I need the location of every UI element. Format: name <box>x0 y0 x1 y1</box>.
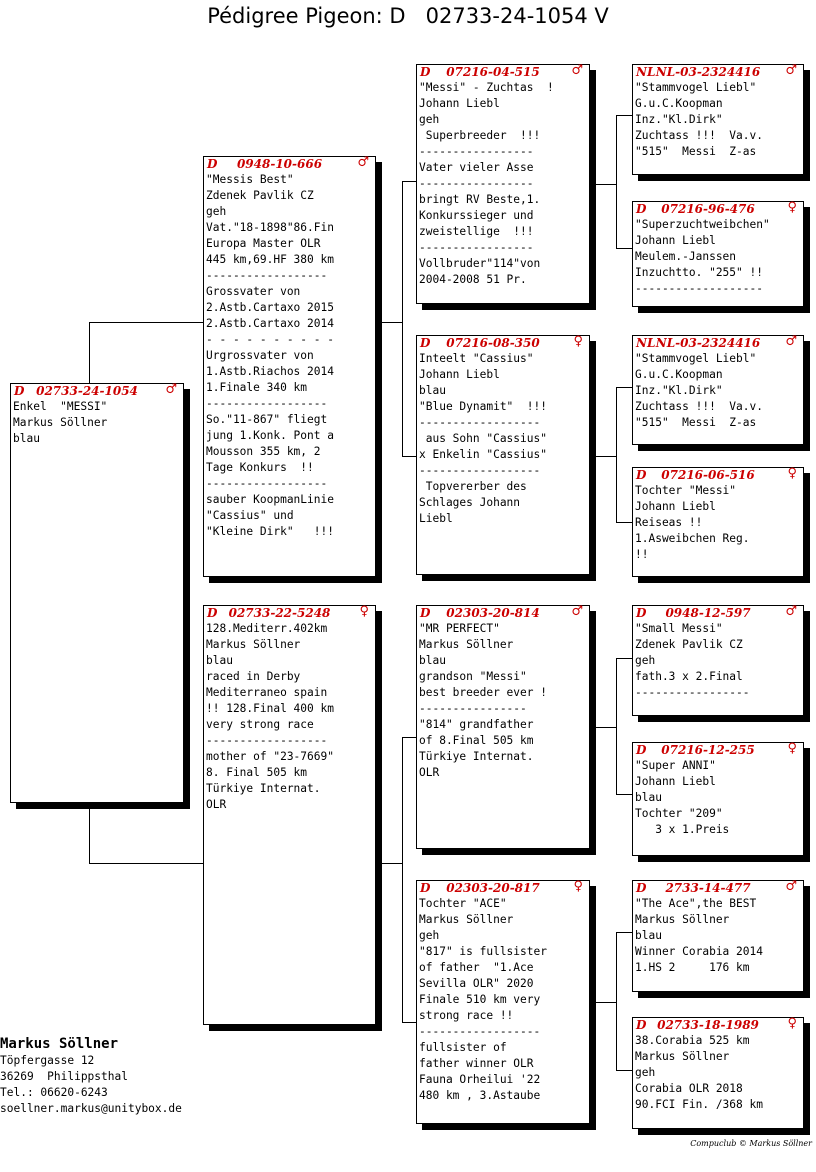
card-text-line: OLR <box>206 798 227 811</box>
card-text-line: "Stammvogel Liebl" <box>635 81 757 94</box>
card-text-line: aus Sohn "Cassius" <box>419 432 547 445</box>
card-text-line: Vater vieler Asse <box>419 161 534 174</box>
card-text-line: Europa Master OLR <box>206 237 321 250</box>
card-text-line: Tochter "209" <box>635 807 723 820</box>
card-text-line: Vollbruder"114"von <box>419 257 541 270</box>
card-header <box>633 743 803 758</box>
card-text-line: 3 x 1.Preis <box>635 823 730 836</box>
country-code: D <box>420 336 431 350</box>
sex-symbol-icon: ♀ <box>787 200 797 215</box>
card-text-line: fath.3 x 2.Final <box>635 670 743 683</box>
sex-symbol-icon: ♀ <box>787 466 797 481</box>
connector-line <box>616 522 632 523</box>
sex-symbol-icon: ♂ <box>571 63 583 78</box>
ring-number: 02733-18-1989 <box>657 1018 759 1032</box>
card-text-line: bringt RV Beste,1. <box>419 193 541 206</box>
connector-line <box>616 794 632 795</box>
connector-line <box>402 181 403 456</box>
card-text-line: jung 1.Konk. Pont a <box>206 429 334 442</box>
sex-symbol-icon: ♀ <box>359 604 369 619</box>
sex-symbol-icon: ♂ <box>571 604 583 619</box>
card-header <box>633 202 803 217</box>
country-code: D <box>636 468 647 482</box>
card-text-line: "Cassius" und <box>206 509 294 522</box>
sex-symbol-icon: ♂ <box>165 382 177 397</box>
card-text-line: Grossvater von <box>206 285 301 298</box>
connector-line <box>616 248 632 249</box>
card-text-line: Markus Söllner <box>419 913 514 926</box>
card-text-line: Urgrossvater von <box>206 349 314 362</box>
card-text-line: Vat."18-1898"86.Fin <box>206 221 334 234</box>
card-text-line: OLR <box>419 766 440 779</box>
country-code: D <box>420 881 431 895</box>
card-text-line: very strong race <box>206 718 314 731</box>
card-text-line: Liebl <box>419 512 453 525</box>
card-text-line: 1.Finale 340 km <box>206 381 308 394</box>
pigeon-card-mfm <box>632 742 804 856</box>
card-text-line: ------------------- <box>635 282 763 295</box>
card-text-line: Markus Söllner <box>13 416 108 429</box>
card-text-line: 90.FCI Fin. /368 km <box>635 1098 763 1111</box>
ring-number: 02303-20-814 <box>446 606 540 620</box>
connector-line <box>89 322 90 384</box>
card-text-line: Zuchtass !!! Va.v. <box>635 129 763 142</box>
card-text-line: Corabia OLR 2018 <box>635 1082 743 1095</box>
card-text-line: sauber KoopmanLinie <box>206 493 334 506</box>
card-text-line: So."11-867" fliegt <box>206 413 328 426</box>
sex-symbol-icon: ♂ <box>785 334 797 349</box>
card-header <box>11 384 183 399</box>
connector-line <box>616 115 617 248</box>
country-code: NL <box>636 336 656 350</box>
card-text-line: Enkel "MESSI" <box>13 400 108 413</box>
pigeon-card-mf <box>416 605 590 849</box>
card-text-line: geh <box>419 113 440 126</box>
connector-line <box>596 1002 616 1003</box>
card-text-line: Meulem.-Janssen <box>635 250 737 263</box>
connector-line <box>402 737 417 738</box>
card-text-line: "Superzuchtweibchen" <box>635 218 770 231</box>
ring-number: 07216-04-515 <box>446 65 540 79</box>
card-text-line: Inz."Kl.Dirk" <box>635 384 723 397</box>
country-code: D <box>636 1018 647 1032</box>
card-text-line: ----------------- <box>419 177 534 190</box>
sex-symbol-icon: ♂ <box>785 604 797 619</box>
card-text-line: geh <box>419 929 440 942</box>
card-text-line: 2004-2008 51 Pr. <box>419 273 527 286</box>
card-text-line: Markus Söllner <box>635 1050 730 1063</box>
card-text-line: ------------------ <box>419 464 541 477</box>
connector-line <box>596 456 616 457</box>
card-text-line: blau <box>419 384 446 397</box>
card-text-line: ----------------- <box>419 145 534 158</box>
ring-number: 02733-24-1054 <box>36 384 138 398</box>
card-text-line: "515" Messi Z-as <box>635 416 757 429</box>
card-text-line: Markus Söllner <box>206 638 301 651</box>
connector-line <box>402 456 417 457</box>
card-text-line: Inz."Kl.Dirk" <box>635 113 723 126</box>
card-text-line: best breeder ever ! <box>419 686 547 699</box>
sex-symbol-icon: ♂ <box>785 63 797 78</box>
ring-number: 02733-22-5248 <box>228 606 331 620</box>
card-text-line: "MR PERFECT" <box>419 622 500 635</box>
card-header <box>633 1018 803 1033</box>
connector-line <box>616 1070 632 1071</box>
sex-symbol-icon: ♂ <box>357 155 369 170</box>
ring-number: NL-03-2324416 <box>655 65 761 79</box>
card-text-line: of father "1.Ace <box>419 961 534 974</box>
pigeon-card-ff <box>416 64 590 304</box>
connector-line <box>402 1022 417 1023</box>
card-header <box>417 336 589 351</box>
card-text-line: "817" is fullsister <box>419 945 547 958</box>
card-text-line: ------------------ <box>206 397 328 410</box>
connector-line <box>402 181 417 182</box>
ring-number: 2733-14-477 <box>665 881 751 895</box>
card-text-line: G.u.C.Koopman <box>635 368 723 381</box>
card-text-line: 2.Astb.Cartaxo 2015 <box>206 301 334 314</box>
card-text-line: ------------------ <box>419 1025 541 1038</box>
card-text-line: fullsister of <box>419 1041 507 1054</box>
card-text-line: ---------------- <box>419 702 527 715</box>
connector-line <box>616 658 617 794</box>
ring-number: 07216-08-350 <box>446 336 540 350</box>
card-text-line: 128.Mediterr.402km <box>206 622 328 635</box>
card-text-line: geh <box>206 205 227 218</box>
pigeon-card-mm <box>416 880 590 1124</box>
breeder-email[interactable]: soellner.markus@unitybox.de <box>0 1102 182 1115</box>
card-text-line: Mousson 355 km, 2 <box>206 445 321 458</box>
ring-number: NL-03-2324416 <box>655 336 761 350</box>
connector-line <box>89 322 204 323</box>
pigeon-card-gen0 <box>10 383 184 803</box>
card-text-line: Türkiye Internat. <box>419 750 534 763</box>
card-text-line: Zuchtass !!! Va.v. <box>635 400 763 413</box>
footer-credit: Compuclub © Markus Söllner <box>690 1139 812 1148</box>
pigeon-card-mmf <box>632 880 804 992</box>
connector-line <box>596 727 616 728</box>
sex-symbol-icon: ♀ <box>787 741 797 756</box>
card-text-line: blau <box>635 929 662 942</box>
breeder-info <box>0 1035 182 1117</box>
sex-symbol-icon: ♀ <box>573 334 583 349</box>
card-text-line: "Stammvogel Liebl" <box>635 352 757 365</box>
connector-line <box>382 322 402 323</box>
card-header <box>417 65 589 80</box>
pigeon-card-fmf <box>632 335 804 445</box>
card-header <box>633 606 803 621</box>
card-text-line: Tochter "Messi" <box>635 484 737 497</box>
pigeon-card-ffm <box>632 201 804 307</box>
card-text-line: grandson "Messi" <box>419 670 527 683</box>
ring-number: 0948-10-666 <box>236 157 323 171</box>
card-text-line: Reiseas !! <box>635 516 703 529</box>
country-code: D <box>636 743 647 757</box>
country-code: D <box>636 606 647 620</box>
card-text-line: "The Ace",the BEST <box>635 897 757 910</box>
card-text-line: blau <box>419 654 446 667</box>
card-text-line: Inzuchtto. "255" !! <box>635 266 763 279</box>
connector-line <box>402 737 403 1022</box>
card-text-line: blau <box>206 654 233 667</box>
card-header <box>633 336 803 351</box>
card-text-line: "814" grandfather <box>419 718 534 731</box>
card-text-line: Winner Corabia 2014 <box>635 945 763 958</box>
card-text-line: "Messis Best" <box>206 173 294 186</box>
breeder-name: Markus Söllner <box>0 1036 119 1052</box>
pigeon-card-fmm <box>632 467 804 577</box>
card-text-line: geh <box>635 1066 656 1079</box>
card-text-line: Topvererber des <box>419 480 527 493</box>
card-text-line: 2.Astb.Cartaxo 2014 <box>206 317 334 330</box>
card-text-line: mother of "23-7669" <box>206 750 334 763</box>
card-header <box>417 606 589 621</box>
sex-symbol-icon: ♀ <box>573 879 583 894</box>
card-text-line: "Kleine Dirk" !!! <box>206 525 334 538</box>
sex-symbol-icon: ♂ <box>785 879 797 894</box>
card-text-line: Johann Liebl <box>419 97 500 110</box>
card-text-line: "Messi" - Zuchtas ! <box>419 81 554 94</box>
country-code: D <box>636 202 647 216</box>
ring-number: 0948-12-597 <box>665 606 751 620</box>
card-text-line: ------------------ <box>206 734 328 747</box>
card-text-line: 445 km,69.HF 380 km <box>206 253 334 266</box>
card-text-line: Zdenek Pavlik CZ <box>635 638 743 651</box>
connector-line <box>616 115 632 116</box>
card-header <box>633 881 803 896</box>
card-text-line: - - - - - - - - - - <box>206 333 334 346</box>
country-code: D <box>207 157 218 171</box>
country-code: D <box>420 65 431 79</box>
connector-line <box>89 808 90 863</box>
card-text-line: "Super ANNI" <box>635 759 716 772</box>
connector-line <box>616 387 632 388</box>
card-text-line: Tochter "ACE" <box>419 897 507 910</box>
connector-line <box>616 932 617 1070</box>
card-text-line: 480 km , 3.Astaube <box>419 1089 541 1102</box>
connector-line <box>616 932 632 933</box>
card-text-line: strong race !! <box>419 1009 514 1022</box>
card-text-line: Markus Söllner <box>635 913 730 926</box>
card-text-line: x Enkelin "Cassius" <box>419 448 547 461</box>
card-text-line: 1.Asweibchen Reg. <box>635 532 750 545</box>
ring-number: 07216-06-516 <box>661 468 755 482</box>
card-text-line: !! 128.Final 400 km <box>206 702 334 715</box>
card-text-line: Türkiye Internat. <box>206 782 321 795</box>
card-header <box>204 606 375 621</box>
card-text-line: ------------------ <box>206 269 328 282</box>
card-header <box>633 65 803 80</box>
breeder-address-city: 36269 Philippsthal <box>0 1070 128 1083</box>
page-title: Pédigree Pigeon: D 02733-24-1054 V <box>207 4 609 28</box>
card-text-line: 1.Astb.Riachos 2014 <box>206 365 334 378</box>
card-text-line: "Blue Dynamit" !!! <box>419 400 547 413</box>
card-text-line: Superbreeder !!! <box>419 129 541 142</box>
pigeon-card-fm <box>416 335 590 575</box>
connector-line <box>382 863 402 864</box>
ring-number: 02303-20-817 <box>446 881 540 895</box>
pigeon-card-mmm <box>632 1017 804 1129</box>
country-code: D <box>207 606 218 620</box>
card-text-line: 1.HS 2 176 km <box>635 961 750 974</box>
card-text-line: Konkurssieger und <box>419 209 534 222</box>
card-text-line: Sevilla OLR" 2020 <box>419 977 534 990</box>
card-text-line: Johann Liebl <box>635 234 716 247</box>
card-text-line: ------------------ <box>206 477 328 490</box>
card-text-line: Finale 510 km very <box>419 993 541 1006</box>
breeder-phone: Tel.: 06620-6243 <box>0 1086 108 1099</box>
card-text-line: Johann Liebl <box>635 500 716 513</box>
country-code: NL <box>636 65 656 79</box>
card-text-line: blau <box>635 791 662 804</box>
card-text-line: "Small Messi" <box>635 622 723 635</box>
breeder-address-street: Töpfergasse 12 <box>0 1054 95 1067</box>
ring-number: 07216-12-255 <box>661 743 755 757</box>
card-text-line: Tage Konkurs !! <box>206 461 314 474</box>
card-text-line: Schlages Johann <box>419 496 521 509</box>
pigeon-card-mother <box>203 605 376 1025</box>
card-text-line: father winner OLR <box>419 1057 534 1070</box>
card-header <box>417 881 589 896</box>
card-text-line: geh <box>635 654 656 667</box>
card-text-line: Inteelt "Cassius" <box>419 352 534 365</box>
sex-symbol-icon: ♀ <box>787 1016 797 1031</box>
card-text-line: G.u.C.Koopman <box>635 97 723 110</box>
card-text-line: Mediterraneo spain <box>206 686 328 699</box>
card-text-line: "515" Messi Z-as <box>635 145 757 158</box>
pigeon-card-fff <box>632 64 804 175</box>
connector-line <box>89 863 204 864</box>
card-text-line: of 8.Final 505 km <box>419 734 534 747</box>
pigeon-card-father <box>203 156 376 577</box>
card-text-line: 8. Final 505 km <box>206 766 308 779</box>
card-text-line: ------------------ <box>419 416 541 429</box>
card-header <box>204 157 375 172</box>
card-header <box>633 468 803 483</box>
card-text-line: ----------------- <box>635 686 750 699</box>
connector-line <box>616 387 617 522</box>
card-text-line: Fauna Orheilui '22 <box>419 1073 541 1086</box>
card-text-line: raced in Derby <box>206 670 301 683</box>
card-text-line: blau <box>13 432 40 445</box>
connector-line <box>596 184 616 185</box>
card-text-line: Johann Liebl <box>419 368 500 381</box>
country-code: D <box>14 384 25 398</box>
card-text-line: Markus Söllner <box>419 638 514 651</box>
card-text-line: Johann Liebl <box>635 775 716 788</box>
ring-number: 07216-96-476 <box>661 202 755 216</box>
connector-line <box>616 658 632 659</box>
card-text-line: Zdenek Pavlik CZ <box>206 189 314 202</box>
card-text-line: zweistellige !!! <box>419 225 534 238</box>
card-text-line: 38.Corabia 525 km <box>635 1034 750 1047</box>
card-text-line: ----------------- <box>419 241 534 254</box>
pigeon-card-mff <box>632 605 804 716</box>
country-code: D <box>420 606 431 620</box>
country-code: D <box>636 881 647 895</box>
card-text-line: !! <box>635 548 649 561</box>
